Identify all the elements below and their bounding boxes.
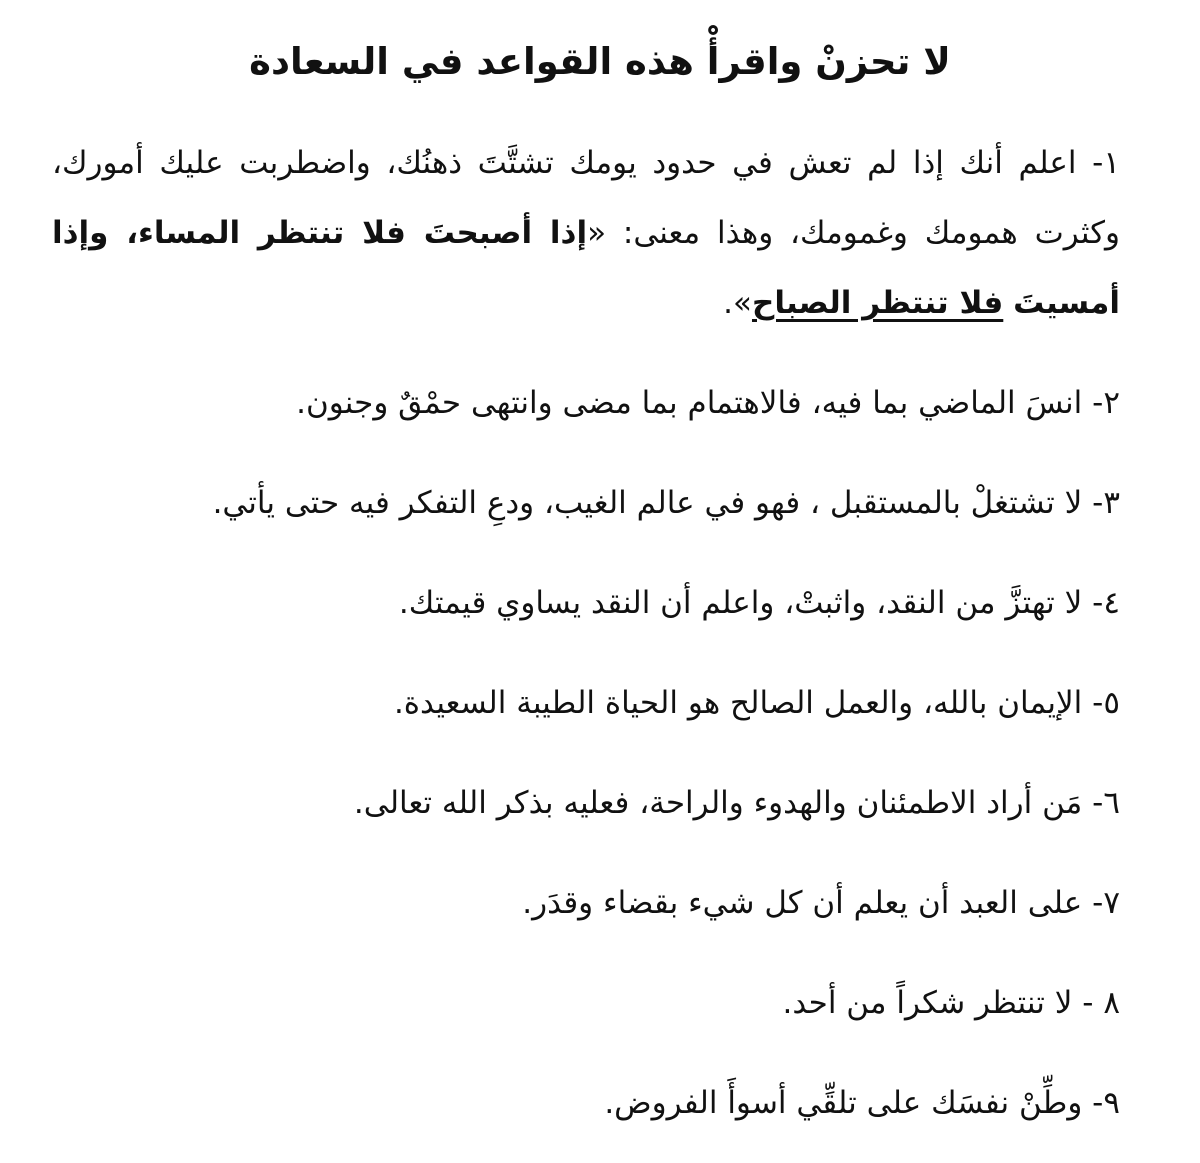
rule-number: ٤-	[1092, 585, 1120, 621]
rule-text: انسَ الماضي بما فيه، فالاهتمام بما مضى وانتهى حمْقٌ وجنون.	[296, 385, 1083, 421]
rule-text: على العبد أن يعلم أن كل شيء بقضاء وقدَر.	[522, 885, 1083, 921]
rule-number: ٨ -	[1082, 985, 1120, 1021]
rule-item-9	[52, 1068, 1120, 1138]
rule-text: اعلم أنك إذا لم تعش في حدود يومك تشتَّتَ ذهنُك، واضطربت عليك أمورك، وكثرت همومك وغمومك، وهذا معنى: «	[52, 145, 1120, 251]
rule-number: ٣-	[1092, 485, 1120, 521]
rule-number: ٦-	[1092, 785, 1120, 821]
rule-item-7	[52, 868, 1120, 938]
rule-quote-underlined: فلا تنتظر الصباح	[751, 285, 1004, 321]
page-title: لا تحزنْ واقرأْ هذه القواعد في السعادة	[249, 40, 951, 83]
rule-item-3	[52, 468, 1120, 538]
rule-item-2	[52, 368, 1120, 438]
rule-quote-bold: إذا أصبحتَ فلا تنتظر المساء، وإذا أمسيتَ	[52, 215, 1120, 321]
rule-text: مَن أراد الاطمئنان والهدوء والراحة، فعليه بذكر الله تعالى.	[353, 785, 1083, 821]
rule-text: لا تنتظر شكراً من أحد.	[782, 985, 1073, 1021]
rule-item-8	[52, 968, 1120, 1038]
rule-number: ٢-	[1092, 385, 1120, 421]
rule-item-4	[52, 568, 1120, 638]
rule-text-end: ».	[723, 285, 752, 321]
rule-item-5	[52, 668, 1120, 738]
rules-list	[52, 128, 1120, 1138]
rule-number: ٩-	[1092, 1085, 1120, 1121]
rule-text: لا تهتزَّ من النقد، واثبتْ، واعلم أن النقد يساوي قيمتك.	[398, 585, 1083, 621]
rule-item-1	[52, 128, 1120, 338]
rule-number: ١-	[1092, 145, 1120, 181]
rule-number: ٧-	[1092, 885, 1120, 921]
rule-text: الإيمان بالله، والعمل الصالح هو الحياة الطيبة السعيدة.	[393, 685, 1083, 721]
rule-number: ٥-	[1092, 685, 1120, 721]
rule-text: لا تشتغلْ بالمستقبل ، فهو في عالم الغيب، ودعِ التفكر فيه حتى يأتي.	[212, 485, 1083, 521]
rule-text: وطِّنْ نفسَك على تلقِّي أسوأَ الفروض.	[604, 1085, 1083, 1121]
rule-item-6	[52, 768, 1120, 838]
